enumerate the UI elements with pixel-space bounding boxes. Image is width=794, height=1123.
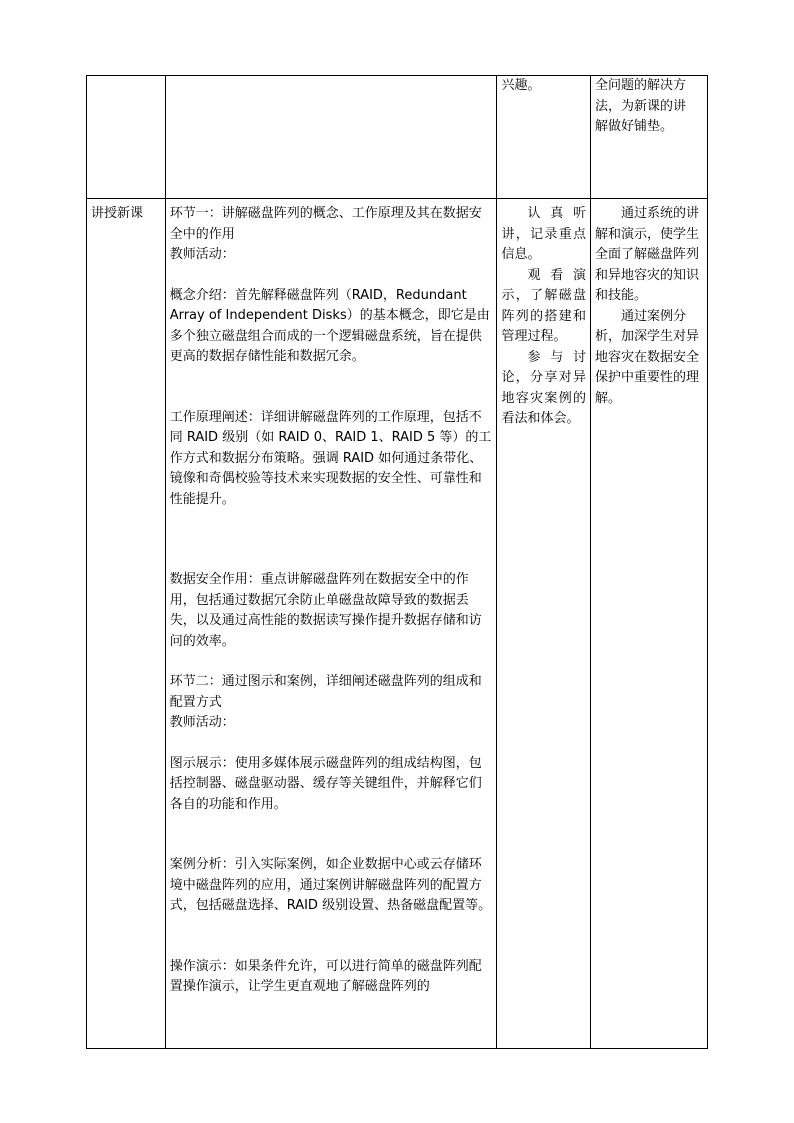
cell-student-activity-2 (497, 199, 591, 1049)
cell-stage-empty (87, 76, 166, 199)
operation-demo-paragraph: 操作演示：如果条件允许，可以进行简单的磁盘阵列配置操作演示，让学生更直观地了解磁盘阵列的 (169, 958, 482, 994)
stage-label: 讲授新课 (91, 206, 144, 221)
student-discuss-text: 参与讨论，分享对异地容灾案例的看法和体会。 (501, 349, 587, 426)
table-row-new-lesson (87, 199, 708, 1049)
segment-two-title: 环节二：通过图示和案例，详细阐述磁盘阵列的组成和配置方式 (169, 674, 482, 710)
student-listen-text: 认真听讲，记录重点信息。 (501, 206, 587, 262)
working-principle-paragraph: 工作原理阐述：详细讲解磁盘阵列的工作原理，包括不同 RAID 级别（如 RAID 0、RAID 1、RAID 5 等）的工作方式和数据分布策略。强调 RAID 如何通过条带化、镜像和奇偶校验等技术来实现数据的安全性、可靠性和性能提升。 (169, 409, 492, 507)
concept-intro-paragraph: 概念介绍：首先解释磁盘阵列（RAID，Redundant Array of Independent Disks）的基本概念，即它是由多个独立磁盘组合而成的一个逻辑磁盘系统，旨在提供更高的数据存储性能和数据冗余。 (169, 287, 490, 364)
lesson-plan-table (86, 75, 708, 1049)
cell-design-intent (591, 76, 708, 199)
student-watch-text: 观看演示，了解磁盘阵列的搭建和管理过程。 (501, 267, 587, 344)
intent-line-3: 解做好铺垫。 (595, 119, 674, 134)
data-security-paragraph: 数据安全作用：重点讲解磁盘阵列在数据安全中的作用，包括通过数据冗余防止单磁盘故障导致的数据丢失，以及通过高性能的数据读写操作提升数据存储和访问的效率。 (169, 572, 482, 649)
intent-paragraph-1: 通过系统的讲解和演示，使学生全面了解磁盘阵列和异地容灾的知识和技能。 (595, 206, 700, 303)
table-row-intro-end (87, 76, 708, 199)
cell-teacher-empty (165, 76, 497, 199)
teacher-activity-label-2: 教师活动： (169, 715, 235, 730)
student-text: 兴趣。 (501, 78, 541, 93)
intent-line-1: 全问题的解决方 (595, 78, 687, 93)
cell-stage-label (87, 199, 166, 1049)
diagram-display-paragraph: 图示展示：使用多媒体展示磁盘阵列的组成结构图，包括控制器、磁盘驱动器、缓存等关键组件，并解释它们各自的功能和作用。 (169, 755, 482, 812)
cell-design-intent-2 (591, 199, 708, 1049)
intent-paragraph-2: 通过案例分析，加深学生对异地容灾在数据安全保护中重要性的理解。 (595, 308, 700, 406)
cell-teacher-activity (165, 199, 497, 1049)
cell-student-activity (497, 76, 591, 199)
teacher-activity-label: 教师活动： (169, 247, 235, 262)
segment-one-title: 环节一：讲解磁盘阵列的概念、工作原理及其在数据安全中的作用 (169, 206, 482, 242)
intent-line-2: 法，为新课的讲 (595, 98, 687, 114)
case-analysis-paragraph: 案例分析：引入实际案例，如企业数据中心或云存储环境中磁盘阵列的应用，通过案例讲解磁盘阵列的配置方式，包括磁盘选择、RAID 级别设置、热备磁盘配置等。 (169, 857, 492, 913)
